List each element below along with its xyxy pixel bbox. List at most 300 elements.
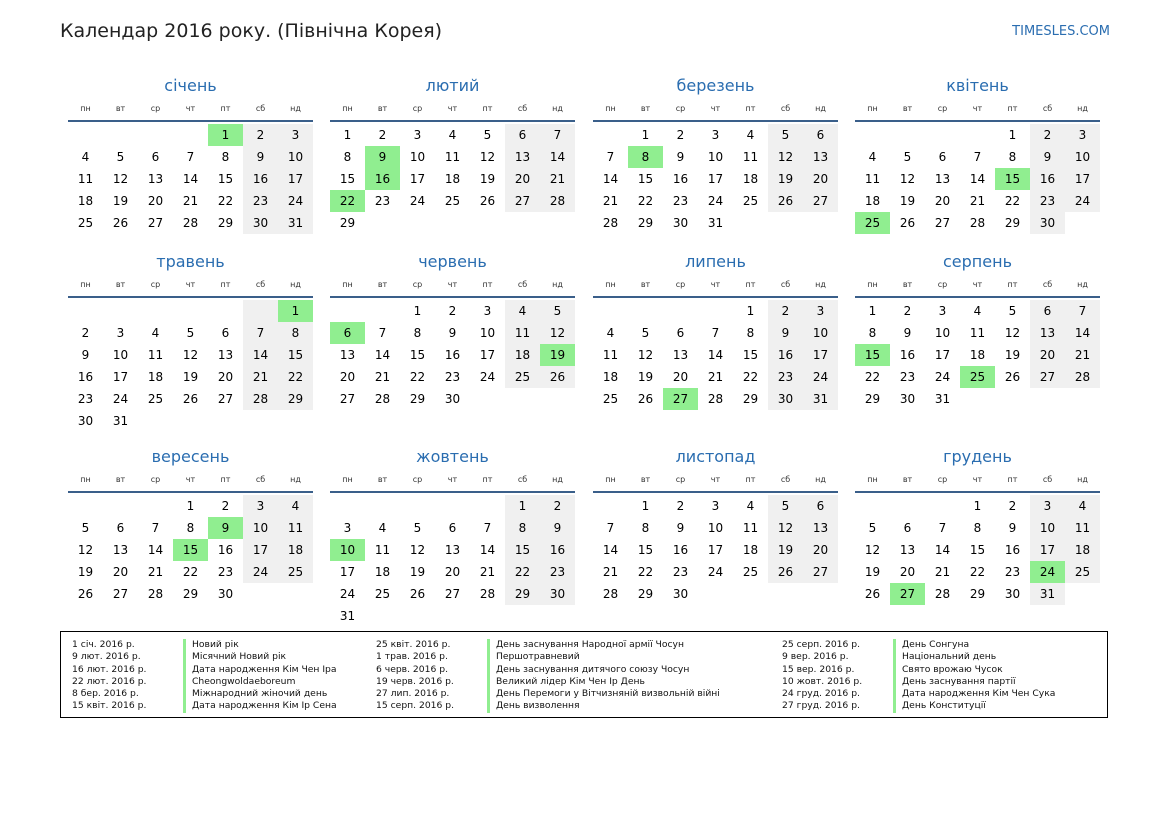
day-cell: 3 [1065, 124, 1100, 146]
holiday-name: День Сонгуна [893, 639, 969, 651]
site-link[interactable]: TIMESLES.COM [1012, 24, 1110, 39]
month-divider [68, 491, 313, 493]
day-cell: 20 [899, 565, 916, 579]
day-cell: 15 [637, 543, 654, 557]
day-cell: 24 [339, 587, 356, 601]
weekday-label: чт [185, 475, 196, 484]
holiday-row [782, 676, 1055, 688]
day-cell: 4 [973, 304, 982, 318]
day-grid [68, 495, 313, 605]
weekday-label: сб [517, 475, 528, 484]
holiday-name: Першотравневий [487, 651, 580, 663]
weekday-label: пт [220, 280, 231, 289]
day-cell: 20 [803, 168, 838, 190]
day-cell: 21 [969, 194, 986, 208]
day-cell: 8 [973, 521, 982, 535]
day-cell: 28 [934, 587, 951, 601]
day-cell: 17 [803, 344, 838, 366]
month-name: квітень [946, 76, 1009, 95]
day-cell: 27 [339, 392, 356, 406]
weekday-label: чт [447, 475, 458, 484]
day-cell: 22 [969, 565, 986, 579]
day-cell-holiday: 15 [995, 168, 1030, 190]
day-cell: 26 [637, 392, 654, 406]
day-cell: 6 [803, 495, 838, 517]
holiday-row [782, 700, 1055, 712]
day-cell-empty [365, 495, 400, 517]
weekday-label: ср [675, 104, 686, 113]
day-cell: 7 [243, 322, 278, 344]
day-cell: 21 [479, 565, 496, 579]
day-cell-empty [470, 495, 505, 517]
day-cell: 25 [444, 194, 461, 208]
holiday-row [376, 639, 720, 651]
day-cell-empty [400, 495, 435, 517]
day-cell: 13 [147, 172, 164, 186]
day-cell: 7 [151, 521, 160, 535]
weekday-label: вт [902, 280, 913, 289]
day-cell: 10 [934, 326, 951, 340]
day-cell: 28 [479, 587, 496, 601]
day-cell: 29 [217, 216, 234, 230]
holiday-date: 24 груд. 2016 р. [782, 688, 860, 700]
weekday-label: ср [412, 475, 423, 484]
day-cell: 18 [1065, 539, 1100, 561]
day-cell: 12 [637, 348, 654, 362]
day-cell: 5 [641, 326, 650, 340]
weekday-label: нд [815, 104, 826, 113]
month-name: жовтень [416, 447, 489, 466]
month-block [855, 251, 1100, 410]
day-cell: 23 [768, 366, 803, 388]
day-cell: 4 [81, 150, 90, 164]
weekday-label: сб [1042, 280, 1053, 289]
month-divider [593, 120, 838, 122]
day-cell: 22 [742, 370, 759, 384]
day-cell: 25 [742, 194, 759, 208]
day-cell-empty [243, 300, 278, 322]
day-cell: 24 [707, 565, 724, 579]
month-name: грудень [943, 447, 1012, 466]
month-block [593, 75, 838, 234]
day-cell-empty [855, 495, 890, 517]
day-cell: 20 [672, 370, 689, 384]
holiday-date: 15 серп. 2016 р. [376, 700, 455, 712]
day-cell: 19 [899, 194, 916, 208]
day-cell: 30 [1030, 212, 1065, 234]
day-cell: 11 [147, 348, 164, 362]
holiday-date: 19 черв. 2016 р. [376, 675, 454, 687]
day-cell: 21 [934, 565, 951, 579]
day-cell: 22 [278, 366, 313, 388]
day-cell: 5 [768, 124, 803, 146]
day-cell: 20 [444, 565, 461, 579]
day-cell: 28 [969, 216, 986, 230]
weekday-label: пт [220, 475, 231, 484]
day-cell: 25 [374, 587, 391, 601]
month-divider [68, 296, 313, 298]
day-cell: 17 [479, 348, 496, 362]
holiday-date: 27 груд. 2016 р. [782, 700, 860, 712]
weekday-label: сб [1042, 104, 1053, 113]
day-cell: 17 [278, 168, 313, 190]
day-cell: 6 [938, 150, 947, 164]
weekday-label: пн [80, 280, 91, 289]
day-cell: 21 [540, 168, 575, 190]
day-cell-empty [925, 124, 960, 146]
weekday-label: ср [675, 475, 686, 484]
weekday-label: чт [185, 280, 196, 289]
day-cell: 23 [672, 194, 689, 208]
day-cell: 10 [243, 517, 278, 539]
month-name: липень [685, 252, 746, 271]
day-cell: 28 [540, 190, 575, 212]
day-cell: 1 [413, 304, 422, 318]
day-cell: 18 [278, 539, 313, 561]
day-cell-holiday: 15 [173, 539, 208, 561]
day-cell: 1 [505, 495, 540, 517]
day-cell: 10 [409, 150, 426, 164]
weekday-label: чт [447, 104, 458, 113]
weekday-header [593, 276, 838, 294]
day-cell: 30 [672, 587, 689, 601]
holiday-row [782, 688, 1055, 700]
day-cell: 17 [1030, 539, 1065, 561]
day-cell: 9 [81, 348, 90, 362]
day-cell: 27 [444, 587, 461, 601]
day-cell: 29 [969, 587, 986, 601]
weekday-label: пт [482, 104, 493, 113]
weekday-header [330, 276, 575, 294]
day-grid [330, 124, 575, 234]
day-cell: 23 [540, 561, 575, 583]
day-cell: 15 [409, 348, 426, 362]
day-cell: 15 [339, 172, 356, 186]
weekday-label: пт [482, 280, 493, 289]
day-cell: 29 [182, 587, 199, 601]
day-cell: 29 [505, 583, 540, 605]
day-cell-empty [103, 495, 138, 517]
holiday-date: 15 квіт. 2016 р. [72, 700, 147, 712]
weekday-label: ср [150, 104, 161, 113]
weekday-label: пт [220, 104, 231, 113]
day-cell: 6 [221, 326, 230, 340]
day-cell: 27 [1030, 366, 1065, 388]
day-cell: 30 [444, 392, 461, 406]
weekday-label: вт [640, 475, 651, 484]
day-cell: 19 [479, 172, 496, 186]
month-block [68, 251, 313, 432]
day-cell: 17 [243, 539, 278, 561]
day-cell: 18 [742, 172, 759, 186]
day-cell: 21 [707, 370, 724, 384]
day-cell: 29 [864, 392, 881, 406]
weekday-label: нд [290, 280, 301, 289]
day-cell: 13 [339, 348, 356, 362]
day-grid [68, 124, 313, 234]
page-title: Календар 2016 року. (Північна Корея) [60, 20, 443, 42]
holiday-name: Дата народження Кім Чен Сука [893, 688, 1055, 700]
day-cell: 25 [77, 216, 94, 230]
weekday-header [68, 276, 313, 294]
day-cell: 18 [602, 370, 619, 384]
day-cell: 8 [1008, 150, 1017, 164]
day-cell: 9 [243, 146, 278, 168]
day-cell-holiday: 8 [628, 146, 663, 168]
weekday-header [855, 276, 1100, 294]
day-cell: 24 [243, 561, 278, 583]
day-cell: 4 [1065, 495, 1100, 517]
weekday-label: чт [972, 475, 983, 484]
day-cell: 18 [77, 194, 94, 208]
day-cell-empty [960, 124, 995, 146]
holiday-date: 1 трав. 2016 р. [376, 651, 448, 663]
day-cell: 31 [112, 414, 129, 428]
weekday-label: вт [115, 475, 126, 484]
day-cell: 16 [768, 344, 803, 366]
holiday-date: 8 бер. 2016 р. [72, 688, 139, 700]
weekday-label: чт [447, 280, 458, 289]
day-cell-holiday: 10 [330, 539, 365, 561]
day-cell: 23 [672, 565, 689, 579]
day-cell: 18 [505, 344, 540, 366]
holiday-row [376, 651, 720, 663]
day-cell: 30 [77, 414, 94, 428]
day-cell: 16 [77, 370, 94, 384]
day-cell: 7 [973, 150, 982, 164]
day-cell: 24 [1065, 190, 1100, 212]
day-cell: 18 [742, 543, 759, 557]
day-cell: 7 [540, 124, 575, 146]
day-cell: 16 [672, 172, 689, 186]
day-cell: 13 [444, 543, 461, 557]
holiday-date: 22 лют. 2016 р. [72, 675, 147, 687]
weekday-label: сб [255, 104, 266, 113]
weekday-label: вт [115, 104, 126, 113]
day-cell: 6 [803, 124, 838, 146]
day-cell-holiday: 9 [208, 517, 243, 539]
day-cell: 19 [864, 565, 881, 579]
day-cell: 5 [186, 326, 195, 340]
day-cell: 30 [672, 216, 689, 230]
month-block [593, 251, 838, 410]
weekday-label: ср [937, 104, 948, 113]
holiday-name: Cheongwoldaeboreum [183, 676, 295, 688]
holiday-name: День заснування партії [893, 676, 1016, 688]
weekday-label: вт [902, 475, 913, 484]
holiday-date: 10 жовт. 2016 р. [782, 675, 863, 687]
day-grid [593, 495, 838, 605]
holiday-date: 9 лют. 2016 р. [72, 651, 141, 663]
day-cell: 5 [540, 300, 575, 322]
day-cell: 16 [1004, 543, 1021, 557]
day-cell: 5 [413, 521, 422, 535]
day-cell: 12 [768, 146, 803, 168]
day-cell: 2 [448, 304, 457, 318]
day-cell: 25 [147, 392, 164, 406]
day-cell: 26 [540, 366, 575, 388]
day-cell: 6 [448, 521, 457, 535]
day-cell: 11 [969, 326, 986, 340]
weekday-header [855, 471, 1100, 489]
day-cell: 9 [676, 521, 685, 535]
day-cell: 17 [1065, 168, 1100, 190]
holiday-date: 16 лют. 2016 р. [72, 663, 147, 675]
day-cell: 11 [742, 521, 759, 535]
day-cell: 21 [1065, 344, 1100, 366]
day-cell: 1 [641, 128, 650, 142]
day-cell: 8 [641, 521, 650, 535]
day-cell: 15 [217, 172, 234, 186]
weekday-label: пт [1007, 104, 1018, 113]
day-cell-holiday: 6 [330, 322, 365, 344]
day-cell: 13 [803, 517, 838, 539]
day-cell: 3 [413, 128, 422, 142]
day-cell: 15 [278, 344, 313, 366]
day-cell: 9 [1030, 146, 1065, 168]
month-divider [855, 296, 1100, 298]
day-cell: 21 [243, 366, 278, 388]
day-cell-empty [68, 124, 103, 146]
day-cell: 26 [182, 392, 199, 406]
month-block [855, 75, 1100, 234]
weekday-label: сб [780, 475, 791, 484]
day-cell: 14 [602, 172, 619, 186]
day-cell: 11 [374, 543, 391, 557]
day-cell: 10 [803, 322, 838, 344]
month-divider [68, 120, 313, 122]
day-cell: 13 [505, 146, 540, 168]
day-cell: 15 [637, 172, 654, 186]
day-cell: 16 [1030, 168, 1065, 190]
day-cell: 7 [1065, 300, 1100, 322]
day-cell: 25 [505, 366, 540, 388]
day-cell: 11 [602, 348, 619, 362]
day-cell: 27 [217, 392, 234, 406]
day-cell-empty [173, 300, 208, 322]
weekday-label: пн [80, 104, 91, 113]
day-cell: 23 [217, 565, 234, 579]
weekday-label: вт [377, 104, 388, 113]
day-cell: 13 [899, 543, 916, 557]
holiday-row [376, 664, 720, 676]
day-cell: 21 [602, 194, 619, 208]
day-cell: 2 [81, 326, 90, 340]
day-cell: 29 [339, 216, 356, 230]
day-cell-empty [208, 300, 243, 322]
weekday-label: вт [640, 104, 651, 113]
weekday-label: пн [605, 104, 616, 113]
day-cell: 22 [637, 565, 654, 579]
day-cell: 2 [221, 499, 230, 513]
weekday-label: вт [902, 104, 913, 113]
day-cell: 29 [742, 392, 759, 406]
day-cell: 7 [483, 521, 492, 535]
day-cell: 11 [1065, 517, 1100, 539]
day-cell: 7 [606, 521, 615, 535]
day-cell: 14 [1065, 322, 1100, 344]
day-cell-empty [138, 124, 173, 146]
day-cell: 1 [641, 499, 650, 513]
weekday-label: ср [937, 280, 948, 289]
holiday-row [72, 688, 337, 700]
day-cell: 1 [746, 304, 755, 318]
holiday-list [60, 631, 1108, 718]
day-cell-holiday: 16 [365, 168, 400, 190]
day-cell: 12 [77, 543, 94, 557]
holiday-name: Новий рік [183, 639, 239, 651]
day-cell: 5 [768, 495, 803, 517]
day-cell: 10 [278, 146, 313, 168]
day-cell-empty [138, 495, 173, 517]
day-cell: 28 [147, 587, 164, 601]
day-cell: 11 [77, 172, 94, 186]
weekday-label: пт [1007, 280, 1018, 289]
day-cell: 3 [343, 521, 352, 535]
day-cell: 25 [1065, 561, 1100, 583]
holiday-name: Міжнародний жіночий день [183, 688, 327, 700]
day-cell: 28 [602, 587, 619, 601]
day-cell: 24 [479, 370, 496, 384]
day-cell: 13 [217, 348, 234, 362]
day-cell: 9 [448, 326, 457, 340]
day-cell: 21 [147, 565, 164, 579]
day-cell: 5 [1008, 304, 1017, 318]
day-cell: 27 [505, 190, 540, 212]
day-cell: 21 [182, 194, 199, 208]
holiday-name: День визволення [487, 700, 580, 712]
day-cell: 19 [112, 194, 129, 208]
day-cell: 13 [803, 146, 838, 168]
day-cell-empty [628, 300, 663, 322]
day-cell: 8 [868, 326, 877, 340]
month-name: серпень [943, 252, 1012, 271]
month-divider [855, 491, 1100, 493]
day-cell: 2 [540, 495, 575, 517]
day-cell: 17 [112, 370, 129, 384]
month-block [330, 75, 575, 234]
day-cell: 19 [768, 539, 803, 561]
weekday-label: пн [342, 104, 353, 113]
weekday-label: пн [867, 104, 878, 113]
day-cell: 26 [1004, 370, 1021, 384]
holiday-name: Місячний Новий рік [183, 651, 286, 663]
day-cell: 14 [479, 543, 496, 557]
day-cell-empty [138, 300, 173, 322]
day-cell: 13 [112, 543, 129, 557]
month-block [68, 75, 313, 234]
holiday-name: Дата народження Кім Чен Іра [183, 664, 337, 676]
holiday-column [782, 639, 1055, 713]
holiday-name: День заснування дитячого союзу Чосун [487, 664, 689, 676]
day-grid [593, 300, 838, 410]
day-cell: 2 [676, 128, 685, 142]
day-cell: 22 [637, 194, 654, 208]
day-cell: 20 [217, 370, 234, 384]
month-divider [593, 296, 838, 298]
day-cell: 30 [1004, 587, 1021, 601]
day-cell: 13 [1030, 322, 1065, 344]
day-cell: 20 [147, 194, 164, 208]
day-cell: 27 [147, 216, 164, 230]
day-cell: 23 [444, 370, 461, 384]
day-cell: 24 [278, 190, 313, 212]
weekday-label: сб [780, 104, 791, 113]
weekday-label: пн [342, 475, 353, 484]
day-cell: 29 [637, 587, 654, 601]
holiday-column [72, 639, 337, 713]
day-cell: 5 [903, 150, 912, 164]
